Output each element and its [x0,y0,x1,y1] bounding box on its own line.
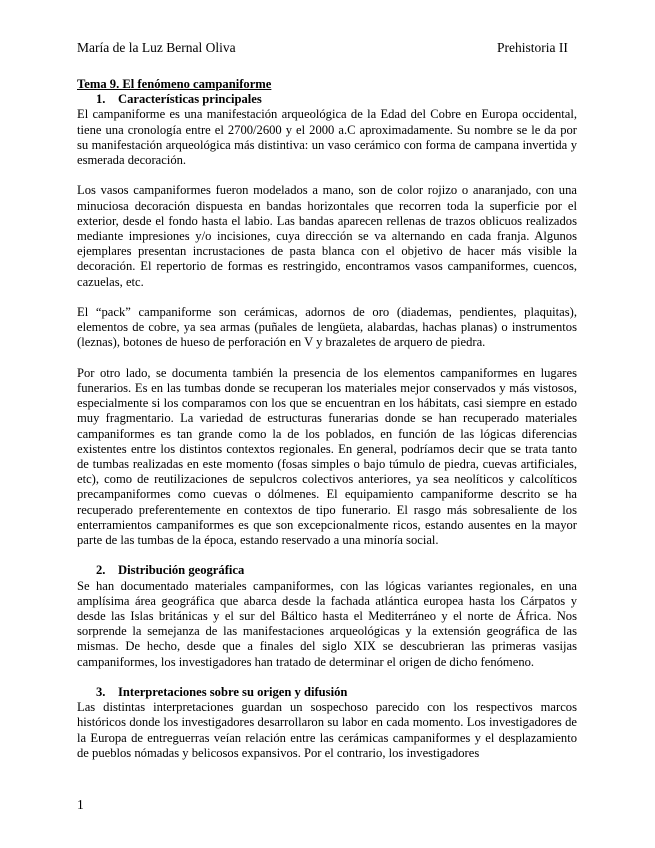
paragraph: Las distintas interpretaciones guardan un sospechoso parecido con los respectivos marcos históricos donde los investigadores desarrollaron su labor en cada momento. Los investigadores de la Europa de entreguerras veían relación entre las cerámicas campaniformes y el desplazamiento de pueblos nómadas y belicosos expansivos. Por el contrario, los investigadores [77,700,577,760]
topic-title: Tema 9. El fenómeno campaniforme [77,77,272,91]
section-number: 3. [96,685,106,700]
page-number: 1 [77,797,84,812]
section-title: Interpretaciones sobre su origen y difusión [118,685,348,700]
section-title: Características principales [118,92,262,107]
header-author: María de la Luz Bernal Oliva [77,40,236,55]
paragraph: Los vasos campaniformes fueron modelados a mano, son de color rojizo o anaranjado, con una minuciosa decoración dispuesta en bandas horizontales que recorren toda la superficie por el exterior, desde el fondo hasta el labio. Las bandas aparecen rellenas de trazos oblicuos realizados mediante impresiones y/o incisiones, cuya dirección se va alternando en cada franja. Algunos ejemplares presentan incrustaciones de pasta blanca con el objetivo de hacer más visible la decoración. El repertorio de formas es restringido, encontramos vasos campaniformes, cuencos, cazuelas, etc. [77,183,577,289]
paragraph: Se han documentado materiales campaniformes, con las lógicas variantes regionales, en una amplísima área geográfica que abarca desde la fachada atlántica europea hasta los Cárpatos y desde las Islas británicas y el sur del Báltico hasta el Mediterráneo y el norte de África. Nos sorprende la semejanza de las manifestaciones arqueológicas y la extensión geográfica de las mismas. De hecho, desde que a finales del siglo XIX se descubrieran las primeras vasijas campaniformes, los investigadores han tratado de determinar el origen de dicho fenómeno. [77,578,577,669]
section-number: 1. [96,92,106,107]
section-title: Distribución geográfica [118,563,245,578]
document-body [77,77,577,761]
header-course: Prehistoria II [497,40,568,55]
paragraph: Por otro lado, se documenta también la presencia de los elementos campaniformes en lugares funerarios. Es en las tumbas donde se recuperan los materiales mejor conservados y más vistosos, especialmente si los comparamos con los que se encuentran en los hábitats, casi siempre en estado muy fragmentario. La variedad de estructuras funerarias donde se han recuperado materiales campaniformes es tan grande como la de los poblados, en función de las lógicas diferencias existentes entre los distintos contextos regionales. En general, podríamos decir que se trata tanto de tumbas realizadas en este momento (fosas simples o bajo túmulo de piedra, cuevas artificiales, etc), como de reutilizaciones de sepulcros colectivos anteriores, ya sea neolíticos y calcolíticos precampaniformes como cuevas o dólmenes. El equipamiento campaniforme descrito se ha recuperado preferentemente en contextos de tipo funerario. El rasgo más sobresaliente de los enterramientos campaniformes es que son excepcionalmente ricos, estando ausentes en la mayor parte de las tumbas de la época, estando reservado a una minoría social. [77,365,577,548]
section-heading-3 [77,685,577,700]
paragraph: El campaniforme es una manifestación arqueológica de la Edad del Cobre en Europa occidental, tiene una cronología entre el 2700/2600 y el 2000 a.C aproximadamente. Su nombre se le da por su manifestación arqueológica más distintiva: un vaso cerámico con forma de campana invertida y esmerada decoración. [77,107,577,168]
section-heading-2 [77,563,577,578]
paragraph: El “pack” campaniforme son cerámicas, adornos de oro (diademas, pendientes, plaquitas), elementos de cobre, ya sea armas (puñales de lengüeta, alabardas, hachas planas) o instrumentos (leznas), botones de hueso de perforación en V y brazaletes de arquero de piedra. [77,305,577,350]
section-number: 2. [96,563,106,578]
section-heading-1 [77,92,577,107]
